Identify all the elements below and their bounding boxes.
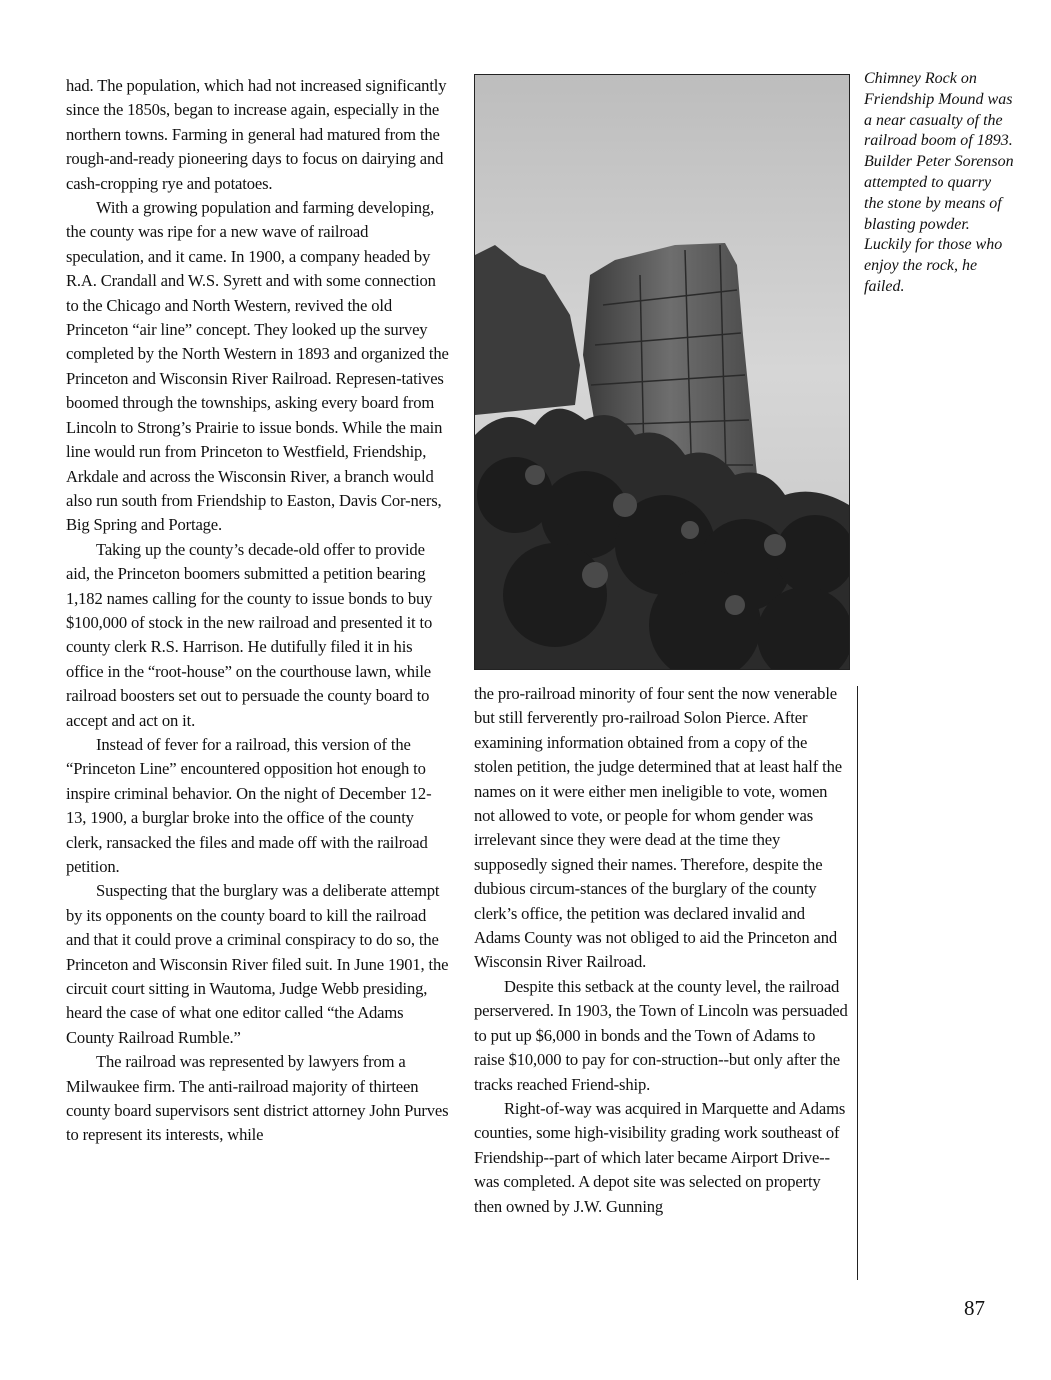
paragraph: With a growing population and farming developing, the county was ripe for a new wave of railroad speculation, and it came. In 1900, a company headed by R.A. Crandall and W.S. Syrett and with some connection to the Chicago and North Western, revived the old Princeton “air line” concept. They looked up the survey completed by the North Western in 1893 and organized the Princeton and Wisconsin River Railroad. Represen-tatives boomed through the townships, asking every board from Lincoln to Strong’s Prairie to issue bonds. While the main line would run from Princeton to Westfield, Friendship, Arkdale and across the Wisconsin River, a branch would also run south from Friendship to Easton, Davis Cor-ners, Big Spring and Portage.: [66, 198, 449, 535]
paragraph: Instead of fever for a railroad, this version of the “Princeton Line” encountered opposition hot enough to inspire criminal behavior. On the night of December 12-13, 1900, a burglar broke into the office of the county clerk, ransacked the files and made off with the railroad petition.: [66, 734, 432, 876]
paragraph: Right-of-way was acquired in Marquette and Adams counties, some high-visibility grading work southeast of Friendship--part of which later became Airport Drive--was completed. A depot site was selected on property then owned by J.W. Gunning: [474, 1098, 846, 1216]
middle-text-column: [474, 682, 848, 1219]
left-text-column: [66, 74, 450, 1148]
paragraph: Suspecting that the burglary was a deliberate attempt by its opponents on the county board to kill the railroad and that it could prove a criminal conspiracy to do so, the Princeton and Wisconsin River filed suit. In June 1901, the circuit court sitting in Wautoma, Judge Webb presiding, heard the case of what one editor called “the Adams County Railroad Rumble.”: [66, 881, 449, 1047]
column-divider: [857, 686, 858, 1280]
chimney-rock-photo: [474, 74, 850, 670]
paragraph: had. The population, which had not increased significantly since the 1850s, began to increase again, especially in the northern towns. Farming in general had matured from the rough-and-ready pioneering days to focus on dairying and cash-cropping rye and potatoes.: [66, 76, 447, 193]
page-number: 87: [964, 1296, 985, 1320]
paragraph: Despite this setback at the county level, the railroad perservered. In 1903, the Town of Lincoln was persuaded to put up $6,000 in bonds and the Town of Adams to raise $10,000 to pay for con-struction--but only after the tracks reached Friend-ship.: [474, 976, 848, 1094]
chimney-rock-illustration: [475, 75, 849, 669]
photo-caption: Chimney Rock on Friendship Mound was a near casualty of the railroad boom of 1893. Builder Peter Sorenson attempted to quarry the stone by means of blasting powder. Luckily for those who enjoy the rock, he failed.: [864, 70, 1014, 295]
paragraph: The railroad was represented by lawyers from a Milwaukee firm. The anti-railroad majority of thirteen county board supervisors sent district attorney John Purves to represent its interests, while: [66, 1052, 449, 1145]
paragraph: the pro-railroad minority of four sent the now venerable but still ferverently pro-railroad Solon Pierce. After examining information obtained from a copy of the stolen petition, the judge determined that at least half the names on it were either men ineligible to vote, women not allowed to vote, or people for whom gender was irrelevant since they were dead at the time they supposedly signed their names. Therefore, despite the dubious circum-stances of the burglary of the county clerk’s office, the petition was declared invalid and Adams County was not obliged to aid the Princeton and Wisconsin River Railroad.: [474, 684, 842, 972]
paragraph: Taking up the county’s decade-old offer to provide aid, the Princeton boomers submitted a petition bearing 1,182 names calling for the county to issue bonds to buy $100,000 of stock in the new railroad and presented it to county clerk R.S. Harrison. He dutifully filed it in his office in the “root-house” on the courthouse lawn, while railroad boosters set out to persuade the county board to accept and act on it.: [66, 539, 433, 730]
